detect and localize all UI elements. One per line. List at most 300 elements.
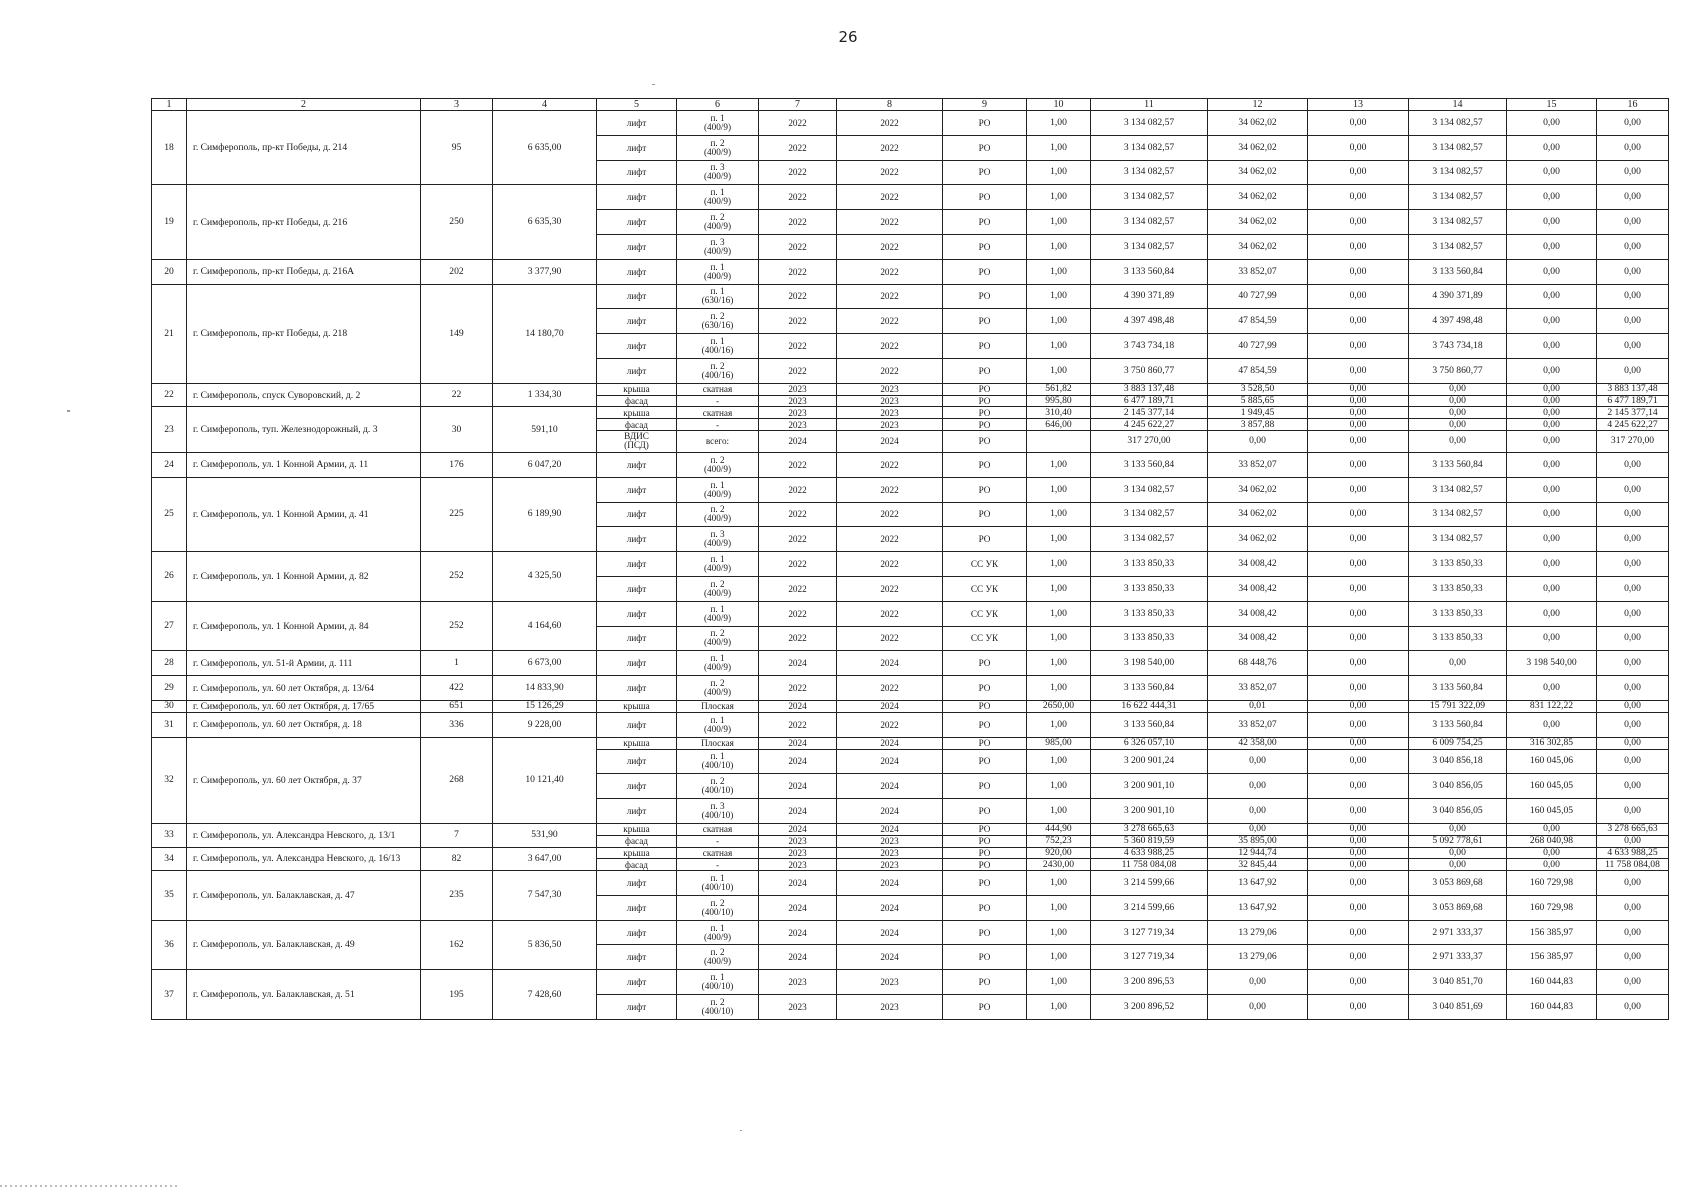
- funding-source: РО: [943, 651, 1027, 676]
- year-start: 2022: [759, 477, 837, 502]
- building-area: 4 164,60: [493, 601, 597, 651]
- work-detail: п. 1 (400/9): [677, 185, 759, 210]
- building-address: г. Симферополь, ул. 60 лет Октября, д. 18: [187, 712, 421, 737]
- volume: 1,00: [1027, 477, 1091, 502]
- specific-cost: 0,00: [1208, 749, 1308, 774]
- cost-col-14: 3 133 560,84: [1409, 452, 1507, 477]
- work-type: лифт: [597, 334, 677, 359]
- work-type: лифт: [597, 626, 677, 651]
- cost-col-14: 5 092 778,61: [1409, 835, 1507, 847]
- year-end: 2024: [837, 945, 943, 970]
- column-header-6: 6: [677, 99, 759, 111]
- cost-col-16: 3 883 137,48: [1597, 383, 1669, 395]
- funding-source: РО: [943, 234, 1027, 259]
- building-area: 591,10: [493, 407, 597, 453]
- year-start: 2024: [759, 737, 837, 749]
- table-row: [152, 284, 1669, 309]
- funding-source: РО: [943, 859, 1027, 871]
- cost-col-14: 2 971 333,37: [1409, 945, 1507, 970]
- work-detail: -: [677, 419, 759, 431]
- total-cost: 4 397 498,48: [1091, 309, 1208, 334]
- specific-cost: 47 854,59: [1208, 358, 1308, 383]
- cost-col-15: 0,00: [1507, 430, 1597, 452]
- funding-source: СС УК: [943, 576, 1027, 601]
- cost-col-14: 0,00: [1409, 847, 1507, 859]
- volume: 2650,00: [1027, 700, 1091, 712]
- cost-col-15: 0,00: [1507, 502, 1597, 527]
- residents-count: 202: [421, 259, 493, 284]
- year-start: 2022: [759, 576, 837, 601]
- cost-col-16: 0,00: [1597, 920, 1669, 945]
- residents-count: 176: [421, 452, 493, 477]
- funding-source: РО: [943, 676, 1027, 701]
- cost-col-16: 0,00: [1597, 259, 1669, 284]
- residents-count: 252: [421, 601, 493, 651]
- cost-col-15: 0,00: [1507, 823, 1597, 835]
- cost-col-16: 0,00: [1597, 626, 1669, 651]
- cost-col-15: 0,00: [1507, 358, 1597, 383]
- year-start: 2022: [759, 160, 837, 185]
- column-header-12: 12: [1208, 99, 1308, 111]
- volume: 920,00: [1027, 847, 1091, 859]
- cost-col-16: 0,00: [1597, 712, 1669, 737]
- cost-col-14: 6 009 754,25: [1409, 737, 1507, 749]
- row-number: 18: [152, 111, 187, 185]
- table-row: [152, 407, 1669, 419]
- cost-col-14: 3 133 850,33: [1409, 601, 1507, 626]
- table-row: [152, 552, 1669, 577]
- year-end: 2022: [837, 502, 943, 527]
- year-start: 2022: [759, 111, 837, 136]
- cost-col-15: 0,00: [1507, 259, 1597, 284]
- funding-source: СС УК: [943, 601, 1027, 626]
- cost-col-13: 0,00: [1308, 835, 1409, 847]
- total-cost: 3 133 560,84: [1091, 452, 1208, 477]
- cost-col-16: 0,00: [1597, 160, 1669, 185]
- cost-col-16: 0,00: [1597, 995, 1669, 1020]
- cost-col-13: 0,00: [1308, 135, 1409, 160]
- volume: 985,00: [1027, 737, 1091, 749]
- volume: 1,00: [1027, 995, 1091, 1020]
- cost-col-15: 160 044,83: [1507, 995, 1597, 1020]
- cost-col-15: 0,00: [1507, 407, 1597, 419]
- volume: 1,00: [1027, 284, 1091, 309]
- cost-col-14: 0,00: [1409, 823, 1507, 835]
- year-start: 2023: [759, 407, 837, 419]
- specific-cost: 33 852,07: [1208, 452, 1308, 477]
- funding-source: РО: [943, 945, 1027, 970]
- work-type: крыша: [597, 383, 677, 395]
- work-type: фасад: [597, 419, 677, 431]
- funding-source: РО: [943, 823, 1027, 835]
- table-row: [152, 712, 1669, 737]
- specific-cost: 35 895,00: [1208, 835, 1308, 847]
- residents-count: 422: [421, 676, 493, 701]
- cost-col-15: 0,00: [1507, 527, 1597, 552]
- residents-count: 252: [421, 552, 493, 602]
- year-end: 2022: [837, 284, 943, 309]
- year-end: 2022: [837, 234, 943, 259]
- cost-col-15: 0,00: [1507, 135, 1597, 160]
- building-area: 6 635,30: [493, 185, 597, 259]
- year-start: 2022: [759, 234, 837, 259]
- cost-col-14: 3 134 082,57: [1409, 135, 1507, 160]
- funding-source: РО: [943, 970, 1027, 995]
- year-end: 2022: [837, 676, 943, 701]
- cost-col-15: 0,00: [1507, 477, 1597, 502]
- year-end: 2022: [837, 552, 943, 577]
- capital-repair-table-container: [151, 98, 1668, 1020]
- cost-col-15: 160 729,98: [1507, 895, 1597, 920]
- volume: 1,00: [1027, 358, 1091, 383]
- specific-cost: 33 852,07: [1208, 712, 1308, 737]
- cost-col-14: 3 134 082,57: [1409, 234, 1507, 259]
- cost-col-16: 0,00: [1597, 502, 1669, 527]
- year-start: 2024: [759, 430, 837, 452]
- specific-cost: 1 949,45: [1208, 407, 1308, 419]
- year-end: 2022: [837, 259, 943, 284]
- residents-count: 22: [421, 383, 493, 407]
- year-end: 2024: [837, 651, 943, 676]
- volume: 1,00: [1027, 210, 1091, 235]
- funding-source: РО: [943, 452, 1027, 477]
- year-end: 2024: [837, 430, 943, 452]
- cost-col-15: 0,00: [1507, 334, 1597, 359]
- work-detail: всего:: [677, 430, 759, 452]
- year-start: 2024: [759, 651, 837, 676]
- volume: 1,00: [1027, 527, 1091, 552]
- cost-col-15: 0,00: [1507, 626, 1597, 651]
- row-number: 33: [152, 823, 187, 847]
- table-row: [152, 847, 1669, 859]
- residents-count: 149: [421, 284, 493, 383]
- cost-col-15: 0,00: [1507, 859, 1597, 871]
- cost-col-13: 0,00: [1308, 871, 1409, 896]
- year-start: 2024: [759, 774, 837, 799]
- work-type: ВДИС (ПСД): [597, 430, 677, 452]
- year-start: 2022: [759, 284, 837, 309]
- cost-col-14: 3 134 082,57: [1409, 477, 1507, 502]
- specific-cost: 34 062,02: [1208, 502, 1308, 527]
- specific-cost: 34 062,02: [1208, 185, 1308, 210]
- work-type: лифт: [597, 651, 677, 676]
- row-number: 35: [152, 871, 187, 921]
- cost-col-14: 3 040 851,69: [1409, 995, 1507, 1020]
- scan-noise: [0, 1185, 180, 1187]
- funding-source: РО: [943, 700, 1027, 712]
- cost-col-13: 0,00: [1308, 309, 1409, 334]
- cost-col-16: 0,00: [1597, 774, 1669, 799]
- total-cost: 3 134 082,57: [1091, 135, 1208, 160]
- building-address: г. Симферополь, ул. 60 лет Октября, д. 17/65: [187, 700, 421, 712]
- cost-col-15: 0,00: [1507, 676, 1597, 701]
- building-address: г. Симферополь, ул. 60 лет Октября, д. 37: [187, 737, 421, 823]
- cost-col-13: 0,00: [1308, 626, 1409, 651]
- volume: 1,00: [1027, 576, 1091, 601]
- row-number: 36: [152, 920, 187, 970]
- cost-col-14: 3 133 560,84: [1409, 259, 1507, 284]
- cost-col-13: 0,00: [1308, 576, 1409, 601]
- cost-col-15: 160 045,05: [1507, 774, 1597, 799]
- cost-col-16: 0,00: [1597, 970, 1669, 995]
- year-end: 2024: [837, 700, 943, 712]
- volume: 1,00: [1027, 871, 1091, 896]
- total-cost: 317 270,00: [1091, 430, 1208, 452]
- volume: 1,00: [1027, 111, 1091, 136]
- total-cost: 2 145 377,14: [1091, 407, 1208, 419]
- building-area: 6 189,90: [493, 477, 597, 551]
- volume: 1,00: [1027, 452, 1091, 477]
- year-start: 2022: [759, 185, 837, 210]
- work-type: лифт: [597, 234, 677, 259]
- cost-col-13: 0,00: [1308, 185, 1409, 210]
- work-type: лифт: [597, 358, 677, 383]
- work-type: лифт: [597, 749, 677, 774]
- residents-count: 225: [421, 477, 493, 551]
- work-type: лифт: [597, 111, 677, 136]
- cost-col-14: 0,00: [1409, 859, 1507, 871]
- specific-cost: 13 647,92: [1208, 871, 1308, 896]
- cost-col-13: 0,00: [1308, 651, 1409, 676]
- work-detail: п. 1 (400/9): [677, 477, 759, 502]
- cost-col-15: 0,00: [1507, 185, 1597, 210]
- specific-cost: 3 857,88: [1208, 419, 1308, 431]
- cost-col-14: 3 133 560,84: [1409, 712, 1507, 737]
- cost-col-14: 3 133 560,84: [1409, 676, 1507, 701]
- total-cost: 3 133 560,84: [1091, 259, 1208, 284]
- cost-col-16: 0,00: [1597, 895, 1669, 920]
- year-end: 2022: [837, 135, 943, 160]
- work-type: лифт: [597, 712, 677, 737]
- total-cost: 3 214 599,66: [1091, 895, 1208, 920]
- work-type: лифт: [597, 185, 677, 210]
- specific-cost: 47 854,59: [1208, 309, 1308, 334]
- cost-col-16: 0,00: [1597, 835, 1669, 847]
- total-cost: 11 758 084,08: [1091, 859, 1208, 871]
- work-detail: п. 3 (400/9): [677, 527, 759, 552]
- specific-cost: 34 062,02: [1208, 111, 1308, 136]
- cost-col-13: 0,00: [1308, 676, 1409, 701]
- column-header-14: 14: [1409, 99, 1507, 111]
- table-row: [152, 871, 1669, 896]
- volume: 1,00: [1027, 552, 1091, 577]
- funding-source: РО: [943, 111, 1027, 136]
- page-number: 26: [838, 28, 858, 46]
- building-area: 14 180,70: [493, 284, 597, 383]
- volume: 1,00: [1027, 259, 1091, 284]
- specific-cost: 13 279,06: [1208, 920, 1308, 945]
- year-start: 2023: [759, 970, 837, 995]
- table-row: [152, 383, 1669, 395]
- work-type: лифт: [597, 676, 677, 701]
- funding-source: РО: [943, 799, 1027, 824]
- year-start: 2022: [759, 712, 837, 737]
- cost-col-13: 0,00: [1308, 334, 1409, 359]
- row-number: 21: [152, 284, 187, 383]
- volume: 1,00: [1027, 160, 1091, 185]
- volume: 1,00: [1027, 895, 1091, 920]
- specific-cost: 34 008,42: [1208, 626, 1308, 651]
- column-header-13: 13: [1308, 99, 1409, 111]
- total-cost: 3 133 850,33: [1091, 626, 1208, 651]
- year-start: 2024: [759, 871, 837, 896]
- work-type: лифт: [597, 601, 677, 626]
- work-type: лифт: [597, 452, 677, 477]
- specific-cost: 0,00: [1208, 995, 1308, 1020]
- funding-source: РО: [943, 995, 1027, 1020]
- volume: 1,00: [1027, 970, 1091, 995]
- table-row: [152, 737, 1669, 749]
- work-detail: п. 1 (400/16): [677, 334, 759, 359]
- column-header-15: 15: [1507, 99, 1597, 111]
- work-type: лифт: [597, 799, 677, 824]
- year-start: 2022: [759, 259, 837, 284]
- cost-col-14: 3 040 856,05: [1409, 774, 1507, 799]
- year-start: 2022: [759, 626, 837, 651]
- cost-col-15: 0,00: [1507, 552, 1597, 577]
- year-end: 2022: [837, 358, 943, 383]
- year-start: 2022: [759, 527, 837, 552]
- work-type: лифт: [597, 576, 677, 601]
- residents-count: 162: [421, 920, 493, 970]
- work-type: лифт: [597, 945, 677, 970]
- funding-source: РО: [943, 835, 1027, 847]
- work-detail: п. 1 (400/9): [677, 601, 759, 626]
- row-number: 26: [152, 552, 187, 602]
- work-type: крыша: [597, 823, 677, 835]
- funding-source: РО: [943, 774, 1027, 799]
- work-type: крыша: [597, 737, 677, 749]
- work-type: лифт: [597, 160, 677, 185]
- cost-col-14: 0,00: [1409, 395, 1507, 407]
- work-type: лифт: [597, 552, 677, 577]
- year-end: 2022: [837, 160, 943, 185]
- header-row: [152, 99, 1669, 111]
- year-start: 2023: [759, 995, 837, 1020]
- cost-col-15: 316 302,85: [1507, 737, 1597, 749]
- building-area: 5 836,50: [493, 920, 597, 970]
- cost-col-16: 0,00: [1597, 358, 1669, 383]
- column-header-1: 1: [152, 99, 187, 111]
- row-number: 19: [152, 185, 187, 259]
- funding-source: РО: [943, 284, 1027, 309]
- work-detail: п. 2 (400/9): [677, 626, 759, 651]
- cost-col-14: 3 040 851,70: [1409, 970, 1507, 995]
- year-end: 2022: [837, 527, 943, 552]
- work-type: крыша: [597, 847, 677, 859]
- cost-col-13: 0,00: [1308, 895, 1409, 920]
- year-end: 2022: [837, 309, 943, 334]
- building-area: 3 377,90: [493, 259, 597, 284]
- cost-col-16: 0,00: [1597, 234, 1669, 259]
- residents-count: 82: [421, 847, 493, 871]
- cost-col-16: 0,00: [1597, 576, 1669, 601]
- total-cost: 4 390 371,89: [1091, 284, 1208, 309]
- volume: 1,00: [1027, 135, 1091, 160]
- column-header-10: 10: [1027, 99, 1091, 111]
- work-detail: п. 2 (400/9): [677, 945, 759, 970]
- volume: 1,00: [1027, 185, 1091, 210]
- specific-cost: 0,00: [1208, 799, 1308, 824]
- work-detail: п. 1 (400/9): [677, 651, 759, 676]
- table-row: [152, 823, 1669, 835]
- building-address: г. Симферополь, пр-кт Победы, д. 218: [187, 284, 421, 383]
- table-row: [152, 920, 1669, 945]
- volume: 1,00: [1027, 626, 1091, 651]
- cost-col-13: 0,00: [1308, 160, 1409, 185]
- total-cost: 3 200 901,10: [1091, 774, 1208, 799]
- funding-source: РО: [943, 477, 1027, 502]
- volume: 1,00: [1027, 502, 1091, 527]
- row-number: 23: [152, 407, 187, 453]
- funding-source: РО: [943, 160, 1027, 185]
- total-cost: 5 360 819,59: [1091, 835, 1208, 847]
- work-type: крыша: [597, 700, 677, 712]
- total-cost: 4 245 622,27: [1091, 419, 1208, 431]
- cost-col-14: 0,00: [1409, 407, 1507, 419]
- building-address: г. Симферополь, ул. 1 Конной Армии, д. 82: [187, 552, 421, 602]
- work-type: лифт: [597, 995, 677, 1020]
- work-type: лифт: [597, 895, 677, 920]
- volume: 1,00: [1027, 234, 1091, 259]
- work-type: фасад: [597, 859, 677, 871]
- cost-col-14: 3 133 850,33: [1409, 626, 1507, 651]
- specific-cost: 40 727,99: [1208, 334, 1308, 359]
- specific-cost: 13 647,92: [1208, 895, 1308, 920]
- cost-col-16: 0,00: [1597, 309, 1669, 334]
- cost-col-16: 0,00: [1597, 737, 1669, 749]
- specific-cost: 3 528,50: [1208, 383, 1308, 395]
- table-row: [152, 477, 1669, 502]
- cost-col-13: 0,00: [1308, 234, 1409, 259]
- volume: 752,23: [1027, 835, 1091, 847]
- total-cost: 3 134 082,57: [1091, 527, 1208, 552]
- year-start: 2022: [759, 552, 837, 577]
- cost-col-14: 2 971 333,37: [1409, 920, 1507, 945]
- column-header-16: 16: [1597, 99, 1669, 111]
- cost-col-13: 0,00: [1308, 712, 1409, 737]
- work-detail: п. 2 (630/16): [677, 309, 759, 334]
- work-detail: Плоская: [677, 737, 759, 749]
- cost-col-14: 3 134 082,57: [1409, 502, 1507, 527]
- cost-col-14: 0,00: [1409, 383, 1507, 395]
- funding-source: РО: [943, 712, 1027, 737]
- year-start: 2022: [759, 358, 837, 383]
- specific-cost: 40 727,99: [1208, 284, 1308, 309]
- building-address: г. Симферополь, спуск Суворовский, д. 2: [187, 383, 421, 407]
- cost-col-13: 0,00: [1308, 823, 1409, 835]
- cost-col-16: 4 633 988,25: [1597, 847, 1669, 859]
- work-detail: п. 2 (400/9): [677, 502, 759, 527]
- building-area: 4 325,50: [493, 552, 597, 602]
- building-area: 7 547,30: [493, 871, 597, 921]
- year-start: 2022: [759, 210, 837, 235]
- total-cost: 3 200 896,52: [1091, 995, 1208, 1020]
- funding-source: РО: [943, 185, 1027, 210]
- specific-cost: 12 944,74: [1208, 847, 1308, 859]
- residents-count: 95: [421, 111, 493, 185]
- cost-col-15: 0,00: [1507, 111, 1597, 136]
- row-number: 29: [152, 676, 187, 701]
- work-type: лифт: [597, 309, 677, 334]
- year-end: 2022: [837, 185, 943, 210]
- year-start: 2022: [759, 334, 837, 359]
- work-detail: п. 1 (400/9): [677, 920, 759, 945]
- volume: 2430,00: [1027, 859, 1091, 871]
- building-area: 15 126,29: [493, 700, 597, 712]
- cost-col-15: 268 040,98: [1507, 835, 1597, 847]
- residents-count: 1: [421, 651, 493, 676]
